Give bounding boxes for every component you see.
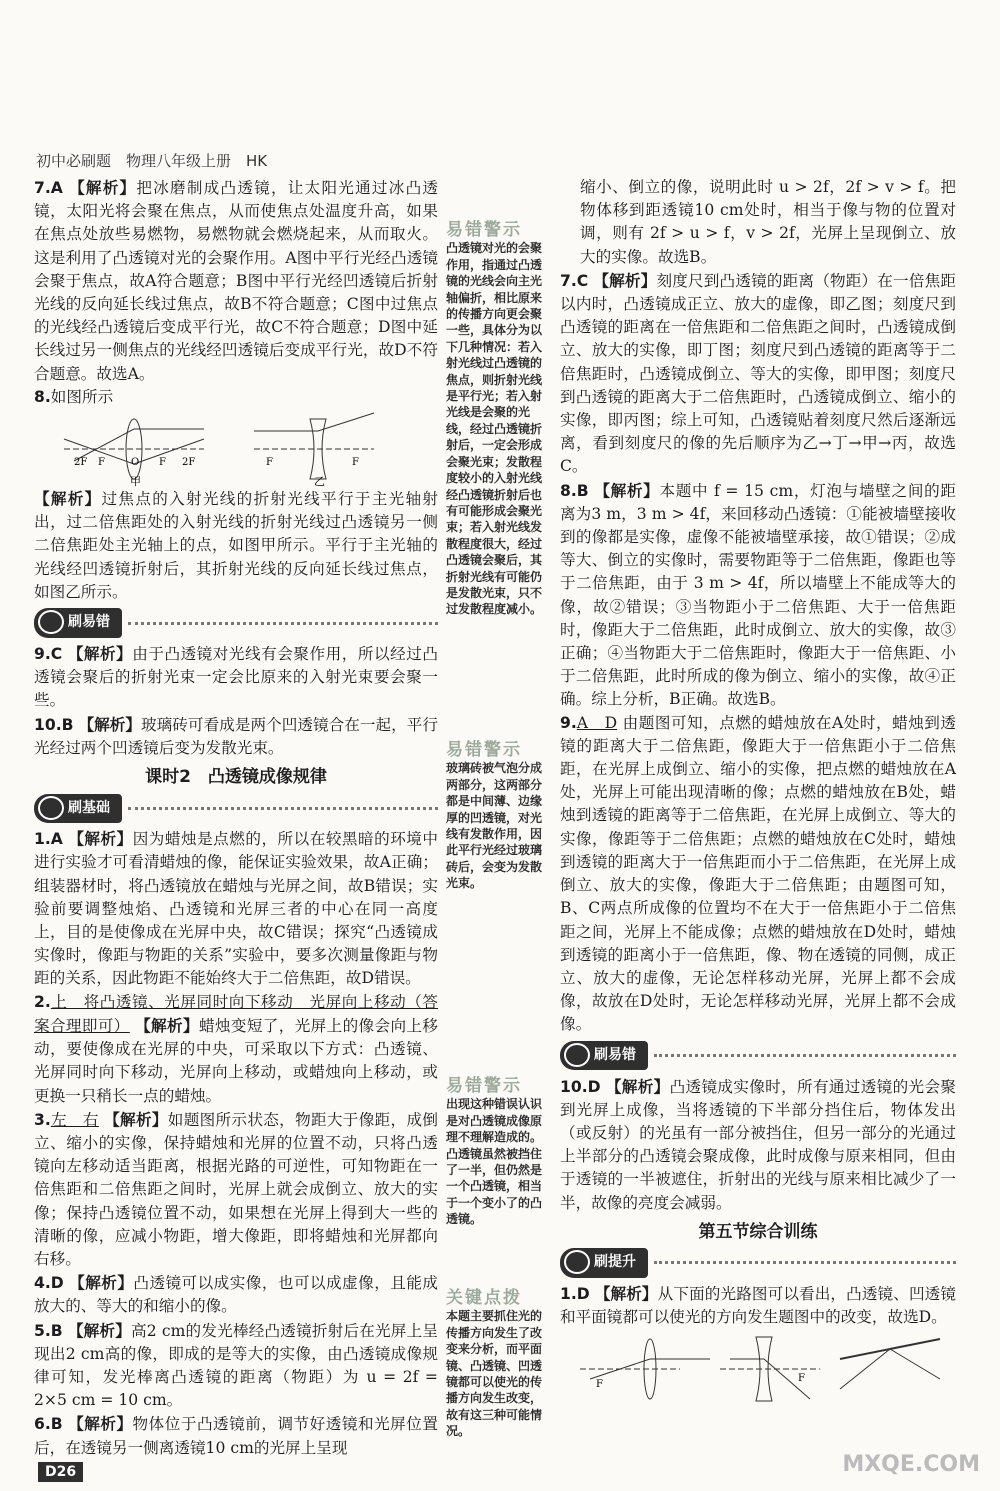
fig-label: F	[352, 457, 359, 469]
section-band: 刷易错	[560, 1041, 956, 1071]
answer-q6: 6.B 【解析】物体位于凸透镜前，调节好透镜和光屏位置后，在透镜另一侧离透镜10 cm的光屏上呈现	[34, 1414, 438, 1457]
fig-caption: 甲	[130, 475, 141, 488]
section-band: 刷基础	[34, 793, 438, 823]
section-title: 第五节综合训练	[698, 1221, 818, 1242]
side-note: 易错警示 凸透镜对光的会聚作用，指通过凸透镜的光线会向主光轴偏折，相比原来的传播方向更会聚一些，具体分为以下几种情况：若入射光线过凸透镜的焦点，则折射光线是平行光；若入射光线是会聚的光线，经过凸透镜折射后，一定会形成会聚光束；发散程度较小的入射光线经凸透镜折射后也有可能形成会聚光束；若入射光线发散程度很大，经过凸透镜会聚后，其折射光线有可能仍是发散光束，只不过发散程度减小。	[446, 220, 543, 617]
fig-label: F	[159, 457, 166, 469]
section-band: 刷提升	[560, 1248, 956, 1278]
page-number: D26	[38, 1462, 83, 1482]
fig-label: 2F	[182, 457, 196, 469]
fig-caption: 乙	[314, 475, 325, 488]
answer-q5: 5.B 【解析】高2 cm的发光棒经凸透镜折射后在光屏上呈现出2 cm高的像，即成的是等大的实像，由凸透镜成像规律可知，发光棒离凸透镜的距离（物距）为 u = 2f = 2×5 cm = 10 cm。	[34, 1320, 438, 1410]
answer-q7: 7.C 【解析】刻度尺到凸透镜的距离（物距）在一倍焦距以内时，凸透镜成正立、放大的虚像，即乙图；刻度尺到凸透镜的距离在一倍焦距和二倍焦距之间时，凸透镜成倒立、放大的实像，即丁图；刻度尺到凸透镜的距离等于二倍焦距时，凸透镜成倒立、等大的实像，即甲图；刻度尺到凸透镜的距离大于二倍焦距时，凸透镜成倒立、缩小的实像，即丙图；综上可知，凸透镜贴着刻度尺然后逐渐远离，看到刻度尺的像的先后顺序为乙→丁→甲→丙，故选C。	[560, 270, 956, 476]
lesson-title: 课时2 凸透镜成像规律	[145, 767, 327, 788]
watermark: MXQE.COM	[842, 1452, 980, 1477]
fig-label: F	[266, 457, 273, 469]
fig-label: F	[798, 1373, 805, 1385]
light-path-diagram	[560, 1329, 956, 1409]
answer-q4: 4.D 【解析】凸透镜可以成实像，也可以成虚像，且能成放大的、等大的和缩小的像。	[34, 1273, 438, 1316]
answer-q1: 1.D 【解析】从下面的光路图可以看出，凸透镜、凹透镜和平面镜都可以使光的方向发生题图中的改变，故选D。	[560, 1283, 956, 1327]
lens-figure	[34, 409, 438, 487]
answer-q6-cont: 缩小、倒立的像，说明此时 u > 2f，2f > v > f。把物体移到距透镜10 cm处时，相当于像与物的位置对调，则有 2f > u > f，v > 2f，光屏上呈现倒立、放大的实像。故选B。	[580, 178, 956, 266]
side-note: 易错警示 玻璃砖被气泡分成两部分，这两部分都是中间薄、边缘厚的凹透镜，对光线有发散作用，因此平行光经过玻璃砖后，会变为发散光束。	[446, 740, 543, 891]
answer-q1: 1.A 【解析】因为蜡烛是点燃的，所以在较黑暗的环境中进行实验才可看清蜡烛的像，能保证实验效果，故A正确；组装器材时，将凸透镜放在蜡烛与光屏之间，故B错误；实验前要调整烛焰、凸透镜和光屏三者的中心在同一高度上，目的是使像成在光屏中央，故C错误；探究“凸透镜成实像时，像距与物距的关系”实验中，要多次测量像距与物距的关系，因此物距不能始终大于二倍焦距，故D错误。	[34, 829, 438, 988]
fig-label: O	[131, 457, 140, 469]
fig-label: 2F	[74, 457, 88, 469]
page-header: 初中必刷题 物理八年级上册 HK	[36, 152, 268, 170]
answer-q10: 10.D 【解析】凸透镜成实像时，所有通过透镜的光会聚到光屏上成像，当将透镜的下半部分挡住后，物体发出（或反射）的光虽有一部分被挡住，但另一部分的光通过上半部分的凸透镜会聚成像，此时成像与原来相同，但由于透镜的一半被遮住，折射出的光线与原来相比减少了一半，故像的亮度会减弱。	[560, 1076, 956, 1212]
answer-q10: 10.B 【解析】玻璃砖可看成是两个凹透镜合在一起，平行光经过两个凹透镜后变为发散光束。	[34, 714, 438, 757]
answer-q8: 8.如图所示	[34, 387, 114, 406]
answer-q9: 9.A D 由题图可知，点燃的蜡烛放在A处时，蜡烛到透镜的距离大于二倍焦距，像距大于一倍焦距小于二倍焦距，在光屏上成倒立、缩小的实像，把点燃的蜡烛放在A处，光屏上可能出现清晰的像；点燃的蜡烛放在B处，蜡烛到透镜的距离等于二倍焦距，在光屏上成倒立、等大的实像，像距等于二倍焦距；点燃的蜡烛放在C处时，蜡烛到透镜的距离大于一倍焦距而小于二倍焦距，在光屏上成倒立、放大的实像，像距大于二倍焦距；由题图可知，B、C两点所成像的位置均不在大于一倍焦距小于二倍焦距之间，光屏上不能成像；点燃的蜡烛放在D处时，蜡烛到透镜的距离小于一倍焦距，像、物在透镜的同侧，成正立、放大的虚像，无论怎样移动光屏，光屏上都不会成像，故放在D处时，无论怎样移动光屏，光屏上都不会成像。	[560, 713, 956, 1034]
section-band: 刷易错	[34, 608, 438, 638]
answer-q8-explain: 【解析】过焦点的入射光线的折射光线平行于主光轴射出，过二倍焦距处的入射光线的折射光线过凸透镜另一侧二倍焦距处主光轴上的点，如图甲所示。平行于主光轴的光线经凹透镜折射后，其折射光线的反向延长线过焦点，如图乙所示。	[34, 489, 438, 601]
left-column	[34, 176, 438, 1460]
side-note: 易错警示 出现这种错误认识是对凸透镜成像原理不理解造成的。凸透镜虽然被挡住了一半，但仍然是一个凸透镜，相当于一个变小了的凸透镜。	[446, 1076, 543, 1227]
right-column	[560, 176, 956, 1417]
lens-diagram	[34, 409, 438, 487]
answer-q9: 9.C 【解析】由于凸透镜对光线有会聚作用，所以经过凸透镜会聚后的折射光束一定会比原来的入射光束要会聚一些。	[34, 644, 438, 710]
answer-q7: 7.A 【解析】把冰磨制成凸透镜，让太阳光通过冰凸透镜，太阳光将会聚在焦点，从而使焦点处温度升高，如果在焦点处放些易燃物，易燃物就会燃烧起来，从而取火。这是利用了凸透镜对光的会聚作用。A图中平行光经凸透镜会聚于焦点，故A符合题意；B图中平行光经凹透镜后折射光线的反向延长线过焦点，故B不符合题意；C图中过焦点的光线经凸透镜后变成平行光，故C不符合题意；D图中延长线过另一侧焦点的光线经凹透镜后变成平行光，故D不符合题意。故选A。	[34, 178, 438, 383]
fig-label: F	[98, 457, 105, 469]
answer-q3: 3.左 右 【解析】如题图所示状态，物距大于像距，成倒立、缩小的实像，保持蜡烛和光屏的位置不动，只将凸透镜向左移动适当距离，根据光路的可逆性，可知物距在一倍焦距和二倍焦距之间时，光屏上就会成倒立、放大的实像；保持凸透镜位置不动，如果想在光屏上得到大一些的清晰的像，应减小物距，增大像距，即将蜡烛和光屏都向右移。	[34, 1109, 438, 1268]
side-note: 关键点拨 本题主要抓住光的传播方向发生了改变来分析，而平面镜、凸透镜、凹透镜都可以使光的传播方向发生改变，故有这三种可能情况。	[446, 1288, 543, 1439]
answer-q2: 2.上 将凸透镜、光屏同时向下移动 光屏向上移动（答案合理即可） 【解析】蜡烛变短了，光屏上的像会向上移动，要使像成在光屏的中央，可采取以下方式：凸透镜、光屏同时向下移动，光屏向上移动，或蜡烛向上移动，或更换一只稍长一点的蜡烛。	[34, 992, 438, 1105]
answer-q8: 8.B 【解析】本题中 f = 15 cm，灯泡与墙壁之间的距离为3 m，3 m > 4f，来回移动凸透镜：①能被墙壁接收到的像都是实像，虚像不能被墙壁承接，故①错误；②成等大、倒立的实像时，需要物距等于二倍焦距，像距也等于二倍焦距，由于 3 m > 4f，所以墙壁上不能成等大的像，故②错误；③当物距小于二倍焦距、大于一倍焦距时，像距大于二倍焦距，此时成倒立、放大的实像，故③正确；④当物距大于二倍焦距时，像距大于一倍焦距、小于二倍焦距，此时所成的像为倒立、缩小的实像，故④正确。综上分析，B正确。故选B。	[560, 480, 956, 709]
fig-label: F	[596, 1379, 603, 1391]
